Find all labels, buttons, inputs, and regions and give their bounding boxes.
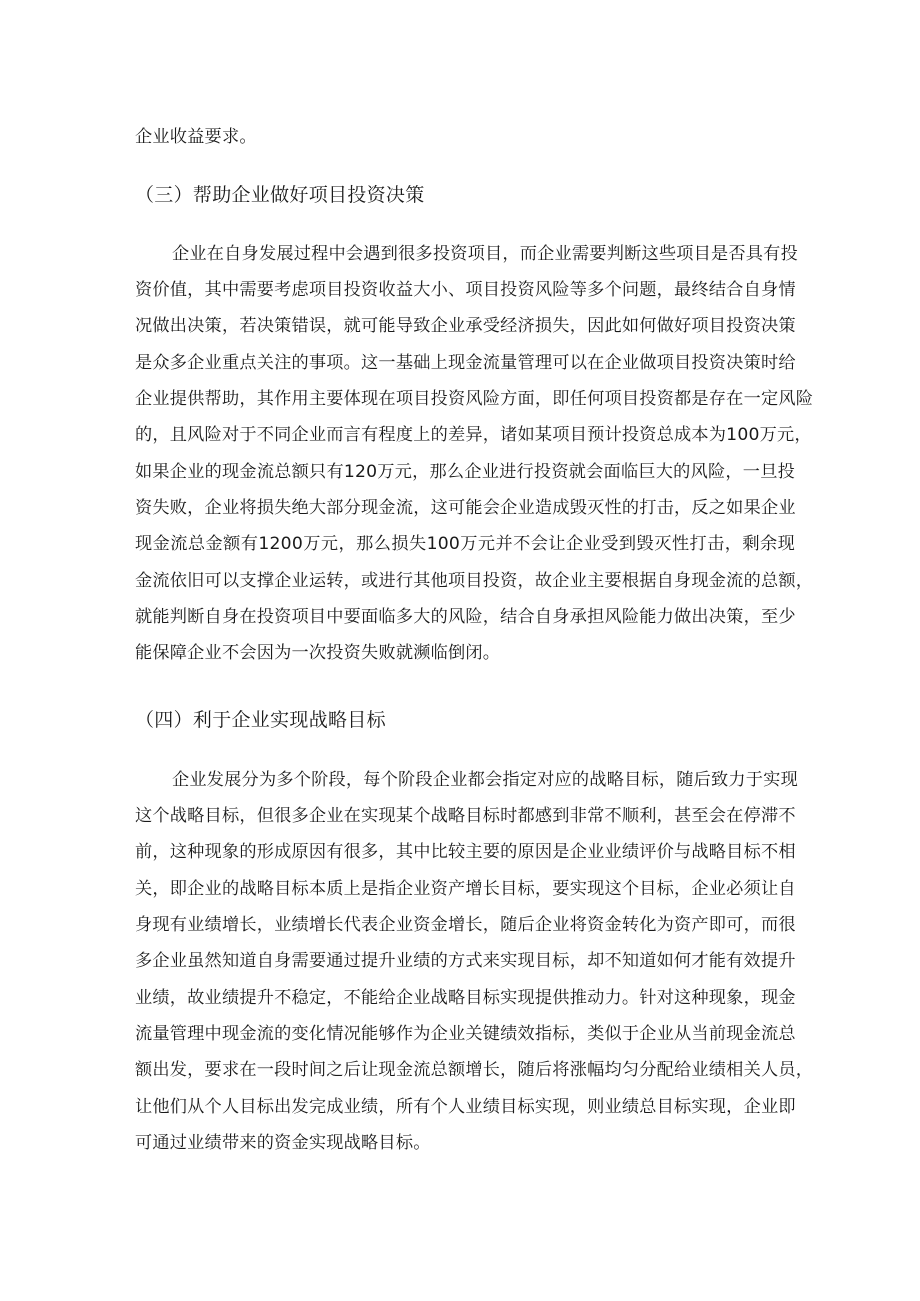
- section-3-line: 现金流总金额有1200万元，那么损失100万元并不会让企业受到毁灭性打击，剩余现: [135, 534, 795, 554]
- section-3-line: 是众多企业重点关注的事项。这一基础上现金流量管理可以在企业做项目投资决策时给: [135, 353, 796, 373]
- section-3-line: 资价值，其中需要考虑项目投资收益大小、项目投资风险等多个问题，最终结合自身情: [135, 280, 796, 300]
- section-3-line: 况做出决策，若决策错误，就可能导致企业承受经济损失，因此如何做好项目投资决策: [135, 316, 796, 336]
- section-3-line: 企业在自身发展过程中会遇到很多投资项目，而企业需要判断这些项目是否具有投: [172, 244, 798, 264]
- section-4-line: 这个战略目标，但很多企业在实现某个战略目标时都感到非常不顺利，甚至会在停滞不: [135, 806, 796, 826]
- section-4-line: 可通过业绩带来的资金实现战略目标。: [135, 1133, 431, 1153]
- section-4-line: 关，即企业的战略目标本质上是指企业资产增长目标，要实现这个目标，企业必须让自: [135, 879, 796, 899]
- section-4-line: 让他们从个人目标出发完成业绩，所有个人业绩目标实现，则业绩总目标实现，企业即: [135, 1097, 796, 1117]
- section-3-line: 金流依旧可以支撑企业运转，或进行其他项目投资，故企业主要根据自身现金流的总额，: [135, 571, 814, 591]
- section-3-heading: （三）帮助企业做好项目投资决策: [135, 184, 425, 206]
- section-4-heading: （四）利于企业实现战略目标: [135, 709, 386, 731]
- section-3-line: 资失败，企业将损失绝大部分现金流，这可能会企业造成毁灭性的打击，反之如果企业: [135, 498, 796, 518]
- section-4-line: 多企业虽然知道自身需要通过提升业绩的方式来实现目标，却不知道如何才能有效提升: [135, 951, 796, 971]
- section-4-line: 流量管理中现金流的变化情况能够作为企业关键绩效指标，类似于企业从当前现金流总: [135, 1024, 796, 1044]
- section-3-line: 就能判断自身在投资项目中要面临多大的风险，结合自身承担风险能力做出决策，至少: [135, 607, 796, 627]
- section-4-line: 前，这种现象的形成原因有很多，其中比较主要的原因是企业业绩评价与战略目标不相: [135, 842, 796, 862]
- section-4-line: 企业发展分为多个阶段，每个阶段企业都会指定对应的战略目标，随后致力于实现: [172, 770, 798, 790]
- intro-tail-line: 企业收益要求。: [135, 127, 257, 147]
- section-3-line: 能保障企业不会因为一次投资失败就濒临倒闭。: [135, 643, 501, 663]
- section-4-line: 业绩，故业绩提升不稳定，不能给企业战略目标实现提供推动力。针对这种现象，现金: [135, 988, 796, 1008]
- section-3-line: 的，且风险对于不同企业而言有程度上的差异，诸如某项目预计投资总成本为100万元，: [135, 425, 812, 445]
- section-4-line: 额出发，要求在一段时间之后让现金流总额增长，随后将涨幅均匀分配给业绩相关人员，: [135, 1060, 814, 1080]
- section-3-line: 企业提供帮助，其作用主要体现在项目投资风险方面，即任何项目投资都是存在一定风险: [135, 389, 814, 409]
- section-3-line: 如果企业的现金流总额只有120万元，那么企业进行投资就会面临巨大的风险，一旦投: [135, 462, 795, 482]
- section-4-line: 身现有业绩增长，业绩增长代表企业资金增长，随后企业将资金转化为资产即可，而很: [135, 915, 796, 935]
